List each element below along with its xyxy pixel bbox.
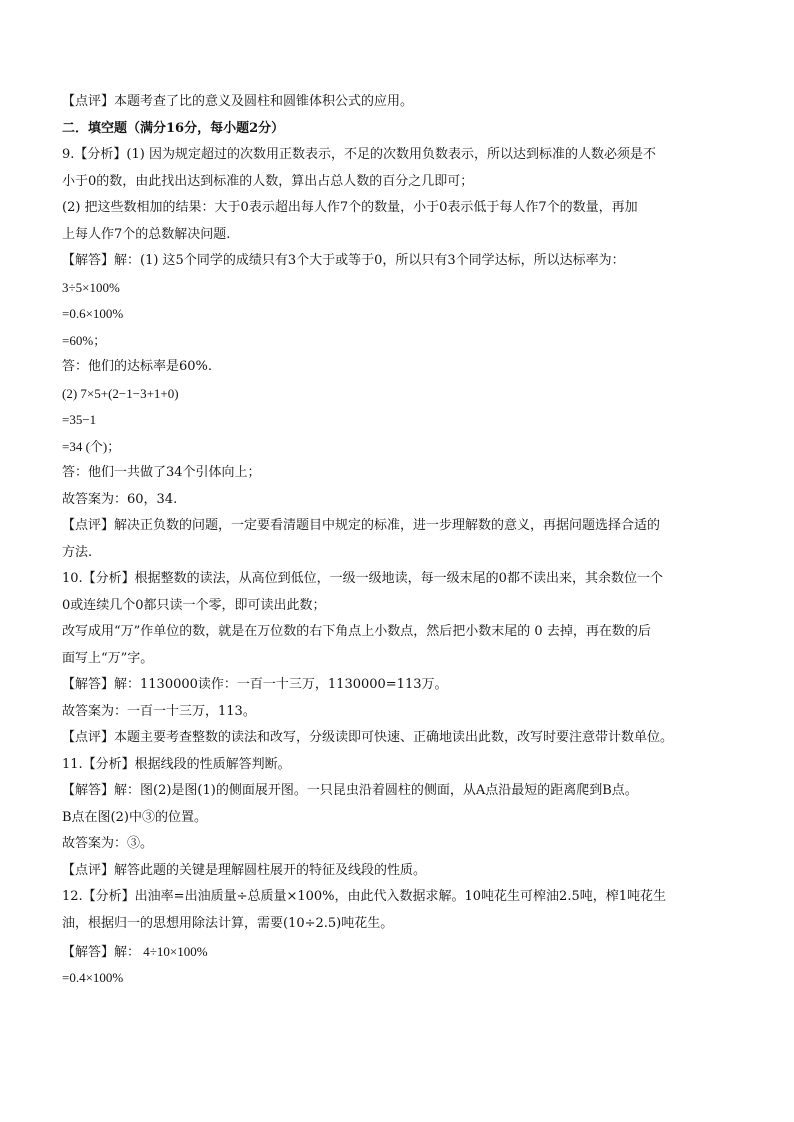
- section-heading: 二．填空题（满分16分，每小题2分）: [62, 120, 285, 136]
- document-page: [62, 92, 734, 988]
- text-line: 故答案为：③。: [62, 836, 154, 851]
- text-line: 【点评】本题主要考查整数的读法和改写，分级读即可快速、正确地读出此数，改写时要注意带计数单位。: [62, 730, 674, 745]
- text-line: 【解答】解：1130000读作：一百一十三万，1130000=113万。: [62, 677, 448, 692]
- text-line: 11.【分析】根据线段的性质解答判断。: [62, 756, 291, 772]
- text-line: 【点评】解决正负数的问题，一定要看清题目中规定的标准，进一步理解数的意义，再据问题选择合适的: [62, 518, 661, 533]
- equation-line: =0.4×100%: [62, 970, 124, 985]
- text-line: 10.【分析】根据整数的读法，从高位到低位，一级一级地读，每一级末尾的0都不读出来，其余数位一个: [62, 571, 663, 586]
- text-line: 上每人作7个的总数解决问题.: [62, 226, 231, 242]
- equation-line: =0.6×100%: [62, 306, 124, 321]
- text-line: 【点评】本题考查了比的意义及圆柱和圆锥体积公式的应用。: [62, 94, 414, 109]
- equation-line: =35−1: [62, 412, 97, 427]
- text-line: 【解答】解：(1) 这5个同学的成绩只有3个大于或等于0，所以只有3个同学达标，所以达标率为：: [62, 253, 625, 268]
- text-line: 改写成用“万”作单位的数，就是在万位数的右下角点上小数点，然后把小数末尾的 0 去掉，再在数的后: [62, 624, 651, 639]
- equation-line: 3÷5×100%: [62, 279, 120, 295]
- text-line: 油，根据归一的思想用除法计算，需要(10÷2.5)吨花生。: [62, 915, 394, 931]
- text-line: B点在图(2)中③的位置。: [62, 809, 207, 825]
- text-line: 0或连续几个0都只读一个零，即可读出此数；: [62, 597, 326, 613]
- equation-line: 【解答】解： 4÷10×100%: [62, 943, 208, 959]
- equation-line: =34 (个)；: [62, 438, 121, 454]
- text-line: 面写上“万”字。: [62, 650, 154, 666]
- text-line: 【解答】解：图(2)是图(1)的侧面展开图。一只昆虫沿着圆柱的侧面，从A点沿最短的距离爬到B点。: [62, 783, 638, 798]
- text-line: 方法.: [62, 544, 93, 560]
- text-line: 答：他们一共做了34个引体向上；: [62, 465, 261, 480]
- text-line: 故答案为：一百一十三万，113。: [62, 703, 256, 719]
- equation-line: =60%；: [62, 332, 107, 348]
- text-line: 故答案为：60，34.: [62, 491, 178, 507]
- text-line: 答：他们的达标率是60%.: [62, 359, 213, 374]
- text-line: 小于0的数，由此找出达到标准的人数，算出占总人数的百分之几即可；: [62, 173, 474, 189]
- text-line: 12.【分析】出油率=出油质量÷总质量×100%，由此代入数据求解。10吨花生可榨油2.5吨，榨1吨花生: [62, 889, 667, 904]
- text-line: 9.【分析】(1) 因为规定超过的次数用正数表示，不足的次数用负数表示，所以达到标准的人数必须是不: [62, 147, 656, 162]
- text-line: (2) 把这些数相加的结果：大于0表示超出每人作7个的数量，小于0表示低于每人作7个的数量，再加: [62, 200, 638, 215]
- equation-line: (2) 7×5+(2−1−3+1+0): [62, 385, 179, 401]
- text-line: 【点评】解答此题的关键是理解圆柱展开的特征及线段的性质。: [62, 862, 427, 878]
